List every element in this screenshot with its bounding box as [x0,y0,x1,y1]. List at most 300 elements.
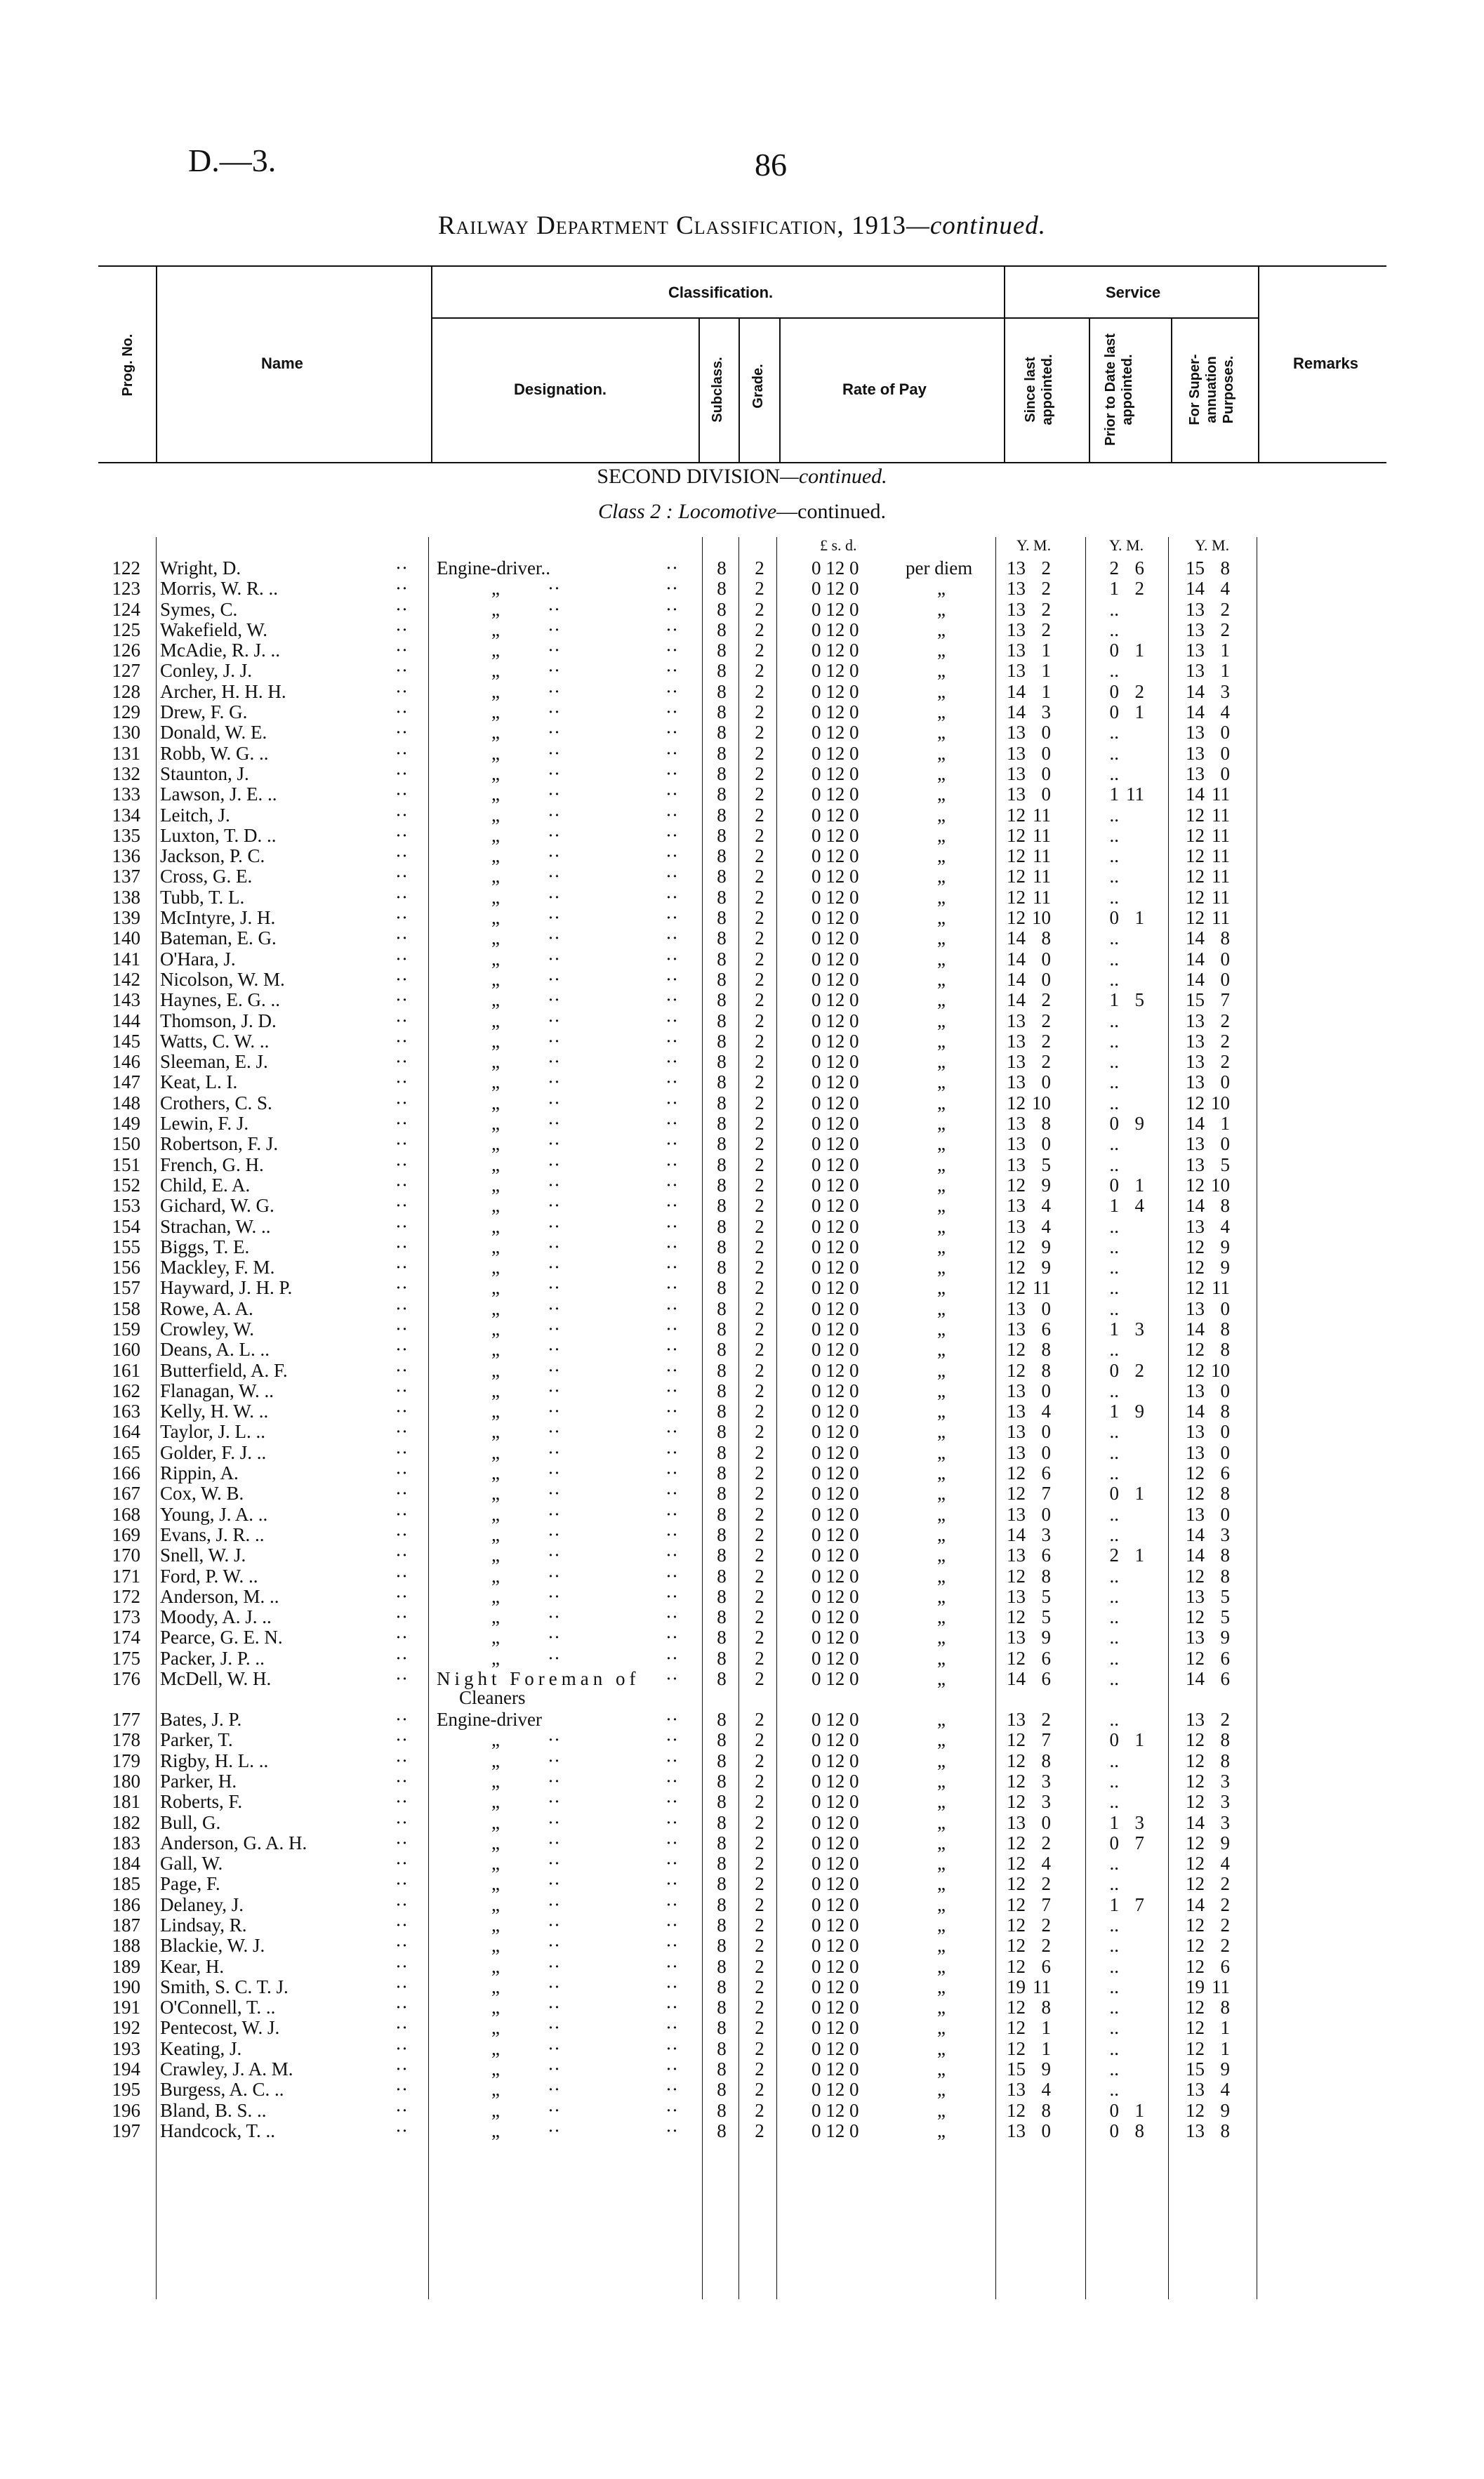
prior-to-date-cell [1094,1072,1148,1092]
prior-to-date-cell-years: .. [1109,598,1119,620]
designation-cell: „ [491,1729,500,1751]
rate-cell: 0 12 0 [811,1811,859,1833]
prog-no-cell: 193 [112,2037,140,2059]
table-row [0,1669,1484,1710]
designation-cell: „ [491,1092,500,1113]
superannuation-cell-years: 14 [1186,1811,1205,1833]
table-row [0,1648,1484,1669]
table-row [0,2039,1484,2059]
superannuation-cell [1179,1134,1234,1154]
since-last-cell-years: 12 [1007,1770,1026,1792]
superannuation-cell [1179,1072,1234,1092]
since-last-cell-years: 13 [1007,1421,1026,1443]
rate-cell: 0 12 0 [811,762,859,784]
leader-dots: ·· [395,1153,408,1175]
grade-cell: 2 [755,578,764,600]
prog-no-cell: 141 [112,948,140,970]
designation-cell: „ [491,1462,500,1484]
table-row [0,2018,1484,2038]
grade-cell: 2 [755,1729,764,1751]
leader-dots: ·· [665,1606,678,1628]
leader-dots: ·· [548,1421,560,1443]
prior-to-date-cell [1094,1134,1148,1154]
since-last-cell-years: 12 [1007,804,1026,826]
prior-to-date-cell [1094,866,1148,887]
rate-period-cell: „ [937,2037,946,2059]
prior-to-date-cell [1094,784,1148,805]
leader-dots: ·· [548,1832,560,1853]
subclass-cell: 8 [717,824,727,846]
grade-cell: 2 [755,1195,764,1217]
designation-cell: Engine-driver.. [437,557,550,579]
superannuation-cell-years: 14 [1186,701,1205,723]
leader-dots: ·· [395,1174,408,1196]
leader-dots: ·· [665,1483,678,1505]
superannuation-cell-years: 13 [1186,1051,1205,1073]
rate-period-cell: „ [937,1236,946,1257]
leader-dots: ·· [395,1092,408,1113]
since-last-cell-months: 8 [1041,1339,1051,1361]
name-cell: O'Connell, T. .. [160,1997,276,2018]
rate-period-cell: „ [937,1893,946,1915]
grade-cell: 2 [755,742,764,764]
since-last-cell [1000,1813,1055,1833]
name-cell: Parker, H. [160,1770,237,1792]
since-last-cell [1000,1936,1055,1956]
grade-cell: 2 [755,1811,764,1833]
subclass-cell: 8 [717,2037,727,2059]
since-last-cell-months: 9 [1041,1627,1051,1648]
since-last-cell-years: 12 [1007,1997,1026,2018]
leader-dots: ·· [665,1051,678,1073]
superannuation-cell-months: 0 [1220,1297,1230,1319]
since-last-cell [1000,1792,1055,1812]
prior-to-date-cell-months: 8 [1134,2120,1144,2141]
superannuation-cell-months: 4 [1220,578,1230,600]
superannuation-cell-years: 14 [1186,1401,1205,1422]
since-last-cell [1000,1052,1055,1072]
designation-cell: „ [491,1257,500,1278]
grade-cell: 2 [755,1668,764,1690]
superannuation-cell [1179,600,1234,620]
since-last-cell [1000,620,1055,640]
superannuation-cell-years: 12 [1186,1339,1205,1361]
prior-to-date-cell-years: .. [1109,1565,1119,1587]
since-last-cell-years: 12 [1007,1359,1026,1381]
leader-dots: ·· [395,1503,408,1525]
superannuation-cell [1179,1957,1234,1977]
superannuation-cell-years: 12 [1186,1853,1205,1875]
superannuation-cell-years: 12 [1186,1935,1205,1957]
superannuation-cell-months: 5 [1220,1585,1230,1607]
superannuation-cell [1179,743,1234,764]
designation-cell: „ [491,845,500,867]
leader-dots: ·· [548,1935,560,1957]
designation-cell-line2: Cleaners [459,1687,526,1709]
grade-cell: 2 [755,1955,764,1977]
superannuation-cell-years: 13 [1186,1585,1205,1607]
prog-no-cell: 147 [112,1071,140,1093]
rate-period-cell: „ [937,866,946,887]
name-cell: Packer, J. P. .. [160,1647,265,1669]
prior-to-date-cell-years: .. [1109,1523,1119,1545]
name-cell: Cross, G. E. [160,866,253,887]
since-last-cell [1000,1134,1055,1154]
since-last-cell [1000,1525,1055,1545]
rate-period-cell: „ [937,762,946,784]
designation-cell: „ [491,1585,500,1607]
superannuation-cell [1179,1155,1234,1175]
prior-to-date-cell [1094,1443,1148,1463]
leader-dots: ·· [548,1318,560,1340]
header-designation: Designation. [514,381,607,398]
since-last-cell [1000,1853,1055,1874]
superannuation-cell-years: 14 [1186,1893,1205,1915]
designation-cell: „ [491,1606,500,1628]
prior-to-date-cell-years: .. [1109,1297,1119,1319]
name-cell: Deans, A. L. .. [160,1339,270,1361]
prog-no-cell: 188 [112,1935,140,1957]
name-cell: Bull, G. [160,1811,221,1833]
prog-no-cell: 137 [112,866,140,887]
rate-cell: 0 12 0 [811,1010,859,1031]
units-ym-super: Y. M. [1195,536,1230,554]
rate-period-cell: „ [937,598,946,620]
prog-no-cell: 178 [112,1729,140,1751]
designation-cell: „ [491,1565,500,1587]
since-last-cell-years: 12 [1007,1893,1026,1915]
grade-cell: 2 [755,1997,764,2018]
prior-to-date-cell-months: 2 [1134,1359,1144,1381]
prior-to-date-cell-years: .. [1109,722,1119,743]
since-last-cell-months: 4 [1041,1853,1051,1875]
subclass-cell: 8 [717,1030,727,1052]
since-last-cell [1000,1422,1055,1442]
rate-period-cell: „ [937,1647,946,1669]
since-last-cell [1000,1874,1055,1894]
name-cell: Gall, W. [160,1853,223,1875]
grade-cell: 2 [755,1318,764,1340]
since-last-cell-months: 8 [1041,1997,1051,2018]
leader-dots: ·· [395,762,408,784]
designation-cell: „ [491,1791,500,1813]
superannuation-cell-months: 2 [1220,1893,1230,1915]
rate-period-cell: „ [937,1421,946,1443]
since-last-cell-months: 1 [1041,2017,1051,2039]
designation-cell: „ [491,1113,500,1135]
leader-dots: ·· [665,1010,678,1031]
superannuation-cell-years: 13 [1186,1503,1205,1525]
designation-cell: „ [491,598,500,620]
grade-cell: 2 [755,1113,764,1135]
rate-cell: 0 12 0 [811,1791,859,1813]
prior-to-date-cell [1094,1587,1148,1607]
since-last-cell-months: 8 [1041,1750,1051,1771]
prior-to-date-cell [1094,1915,1148,1936]
grade-cell: 2 [755,1010,764,1031]
since-last-cell-months: 3 [1041,701,1051,723]
table-row [0,722,1484,743]
subclass-cell: 8 [717,1647,727,1669]
rate-period-cell: per diem [906,557,973,579]
since-last-cell-months: 2 [1041,1935,1051,1957]
superannuation-cell-months: 5 [1220,1606,1230,1628]
leader-dots: ·· [548,927,560,949]
grade-cell: 2 [755,1935,764,1957]
prior-to-date-cell [1094,2039,1148,2059]
prior-to-date-cell [1094,722,1148,743]
grade-cell: 2 [755,1750,764,1771]
superannuation-cell-months: 0 [1220,948,1230,970]
subclass-cell: 8 [717,722,727,743]
name-cell: Cox, W. B. [160,1483,244,1505]
prior-to-date-cell-months: 1 [1134,2099,1144,2121]
superannuation-cell-months: 4 [1220,1215,1230,1237]
name-cell: Keating, J. [160,2037,242,2059]
prior-to-date-cell [1094,558,1148,579]
prior-to-date-cell-years: .. [1109,1853,1119,1875]
leader-dots: ·· [395,1545,408,1566]
subclass-cell: 8 [717,1545,727,1566]
since-last-cell [1000,1443,1055,1463]
prior-to-date-cell-years: 0 [1109,680,1119,702]
prior-to-date-cell-years: 0 [1109,1174,1119,1196]
name-cell: Luxton, T. D. .. [160,824,277,846]
prog-no-cell: 142 [112,968,140,990]
header-classification: Classification. [668,284,774,301]
superannuation-cell-years: 12 [1186,866,1205,887]
superannuation-cell [1179,2101,1234,2121]
leader-dots: ·· [395,2058,408,2080]
grade-cell: 2 [755,948,764,970]
prior-to-date-cell-years: .. [1109,1709,1119,1731]
table-row [0,743,1484,764]
subclass-cell: 8 [717,1832,727,1853]
grade-cell: 2 [755,1709,764,1731]
prog-no-cell: 189 [112,1955,140,1977]
superannuation-cell-years: 14 [1186,948,1205,970]
superannuation-cell-months: 6 [1220,1668,1230,1690]
since-last-cell-months: 0 [1041,968,1051,990]
prog-no-cell: 128 [112,680,140,702]
prior-to-date-cell [1094,1483,1148,1504]
since-last-cell [1000,1833,1055,1853]
leader-dots: ·· [665,1832,678,1853]
leader-dots: ·· [395,1277,408,1299]
since-last-cell-months: 2 [1041,1709,1051,1731]
superannuation-cell [1179,620,1234,640]
leader-dots: ·· [665,1380,678,1401]
rate-period-cell: „ [937,1277,946,1299]
since-last-cell-months: 2 [1041,1030,1051,1052]
header-divider-3 [698,317,700,462]
rate-period-cell: „ [937,1092,946,1113]
prior-to-date-cell-years: .. [1109,948,1119,970]
name-cell: Mackley, F. M. [160,1257,275,1278]
leader-dots: ·· [548,1770,560,1792]
prior-to-date-cell-years: .. [1109,1976,1119,1997]
since-last-cell-months: 0 [1041,1297,1051,1319]
since-last-cell-months: 9 [1041,1174,1051,1196]
superannuation-cell [1179,826,1234,846]
rate-period-cell: „ [937,1174,946,1196]
prior-to-date-cell-years: .. [1109,2017,1119,2039]
since-last-cell-years: 13 [1007,557,1026,579]
since-last-cell [1000,1730,1055,1750]
since-last-cell [1000,1401,1055,1422]
prior-to-date-cell-months: 5 [1134,989,1144,1011]
prior-to-date-cell [1094,702,1148,722]
prior-to-date-cell [1094,846,1148,866]
name-cell: Lawson, J. E. .. [160,784,277,805]
leader-dots: ·· [665,1339,678,1361]
superannuation-cell [1179,682,1234,702]
subclass-cell: 8 [717,1010,727,1031]
header-bottom-rule [98,462,1386,463]
leader-dots: ·· [665,1133,678,1155]
rate-period-cell: „ [937,1770,946,1792]
leader-dots: ·· [395,1297,408,1319]
prog-no-cell: 131 [112,742,140,764]
superannuation-cell [1179,2080,1234,2100]
since-last-cell [1000,846,1055,866]
leader-dots: ·· [665,866,678,887]
rate-period-cell: „ [937,1668,946,1690]
rate-period-cell: „ [937,742,946,764]
name-cell: Rippin, A. [160,1462,239,1484]
prior-to-date-cell [1094,1052,1148,1072]
rate-cell: 0 12 0 [811,968,859,990]
rate-cell: 0 12 0 [811,1297,859,1319]
since-last-cell-months: 3 [1041,1523,1051,1545]
rate-period-cell: „ [937,1503,946,1525]
rate-cell: 0 12 0 [811,1113,859,1135]
grade-cell: 2 [755,1359,764,1381]
leader-dots: ·· [548,1153,560,1175]
leader-dots: ·· [548,701,560,723]
superannuation-cell [1179,722,1234,743]
superannuation-cell [1179,1113,1234,1134]
prior-to-date-cell-years: .. [1109,1955,1119,1977]
table-row [0,1113,1484,1134]
superannuation-cell-months: 9 [1220,1627,1230,1648]
since-last-cell-months: 4 [1041,1195,1051,1217]
table-row [0,1134,1484,1154]
since-last-cell-months: 11 [1033,824,1051,846]
superannuation-cell-years: 13 [1186,1030,1205,1052]
prog-no-cell: 130 [112,722,140,743]
leader-dots: ·· [395,1935,408,1957]
since-last-cell [1000,1751,1055,1771]
subclass-cell: 8 [717,1092,727,1113]
subclass-cell: 8 [717,2058,727,2080]
header-divider-7 [1089,317,1090,462]
name-cell: Pentecost, W. J. [160,2017,280,2039]
superannuation-cell-years: 12 [1186,1277,1205,1299]
subclass-cell: 8 [717,1051,727,1073]
leader-dots: ·· [395,1791,408,1813]
rate-period-cell: „ [937,578,946,600]
rate-cell: 0 12 0 [811,2079,859,2101]
since-last-cell [1000,661,1055,681]
superannuation-cell-months: 2 [1220,1051,1230,1073]
leader-dots: ·· [548,762,560,784]
rate-cell: 0 12 0 [811,1729,859,1751]
rate-period-cell: „ [937,1873,946,1895]
since-last-cell-months: 0 [1041,1421,1051,1443]
since-last-cell-months: 8 [1041,1113,1051,1135]
rate-cell: 0 12 0 [811,886,859,908]
superannuation-cell-months: 0 [1220,1133,1230,1155]
prior-to-date-cell [1094,1813,1148,1833]
since-last-cell-months: 11 [1033,804,1051,826]
since-last-cell [1000,2101,1055,2121]
superannuation-cell-years: 13 [1186,1010,1205,1031]
superannuation-cell [1179,1505,1234,1525]
table-row [0,579,1484,599]
name-cell: Tubb, T. L. [160,886,245,908]
prior-to-date-cell [1094,743,1148,764]
rate-period-cell: „ [937,2079,946,2101]
since-last-cell-months: 2 [1041,1873,1051,1895]
prior-to-date-cell [1094,1422,1148,1442]
superannuation-cell-months: 0 [1220,1441,1230,1463]
since-last-cell [1000,1011,1055,1031]
since-last-cell-months: 2 [1041,1832,1051,1853]
prog-no-cell: 190 [112,1976,140,1997]
prior-to-date-cell-years: .. [1109,1236,1119,1257]
name-cell: French, G. H. [160,1153,264,1175]
subclass-cell: 8 [717,598,727,620]
table-row [0,990,1484,1010]
rate-cell: 0 12 0 [811,1092,859,1113]
rate-period-cell: „ [937,1195,946,1217]
name-cell: Sleeman, E. J. [160,1051,268,1073]
leader-dots: ·· [665,1976,678,1997]
prior-to-date-cell-months: 6 [1134,557,1144,579]
leader-dots: ·· [548,578,560,600]
rate-period-cell: „ [937,907,946,929]
leader-dots: ·· [665,640,678,661]
subclass-cell: 8 [717,1770,727,1792]
designation-cell: „ [491,1236,500,1257]
subclass-cell: 8 [717,762,727,784]
rate-cell: 0 12 0 [811,557,859,579]
since-last-cell-months: 11 [1033,886,1051,908]
prog-no-cell: 148 [112,1092,140,1113]
since-last-cell-years: 12 [1007,1462,1026,1484]
prior-to-date-cell-months: 1 [1134,907,1144,929]
designation-cell: „ [491,1750,500,1771]
prior-to-date-cell-years: .. [1109,927,1119,949]
superannuation-cell [1179,661,1234,681]
since-last-cell [1000,640,1055,661]
rate-period-cell: „ [937,1401,946,1422]
class-title [0,500,1484,524]
rate-cell: 0 12 0 [811,1770,859,1792]
prog-no-cell: 132 [112,762,140,784]
rate-cell: 0 12 0 [811,804,859,826]
leader-dots: ·· [395,1359,408,1381]
prior-to-date-cell [1094,1155,1148,1175]
designation-cell: „ [491,742,500,764]
since-last-cell [1000,2059,1055,2080]
leader-dots: ·· [395,1133,408,1155]
rate-cell: 0 12 0 [811,2037,859,2059]
prior-to-date-cell [1094,949,1148,970]
since-last-cell-months: 0 [1041,762,1051,784]
table-row [0,2101,1484,2121]
